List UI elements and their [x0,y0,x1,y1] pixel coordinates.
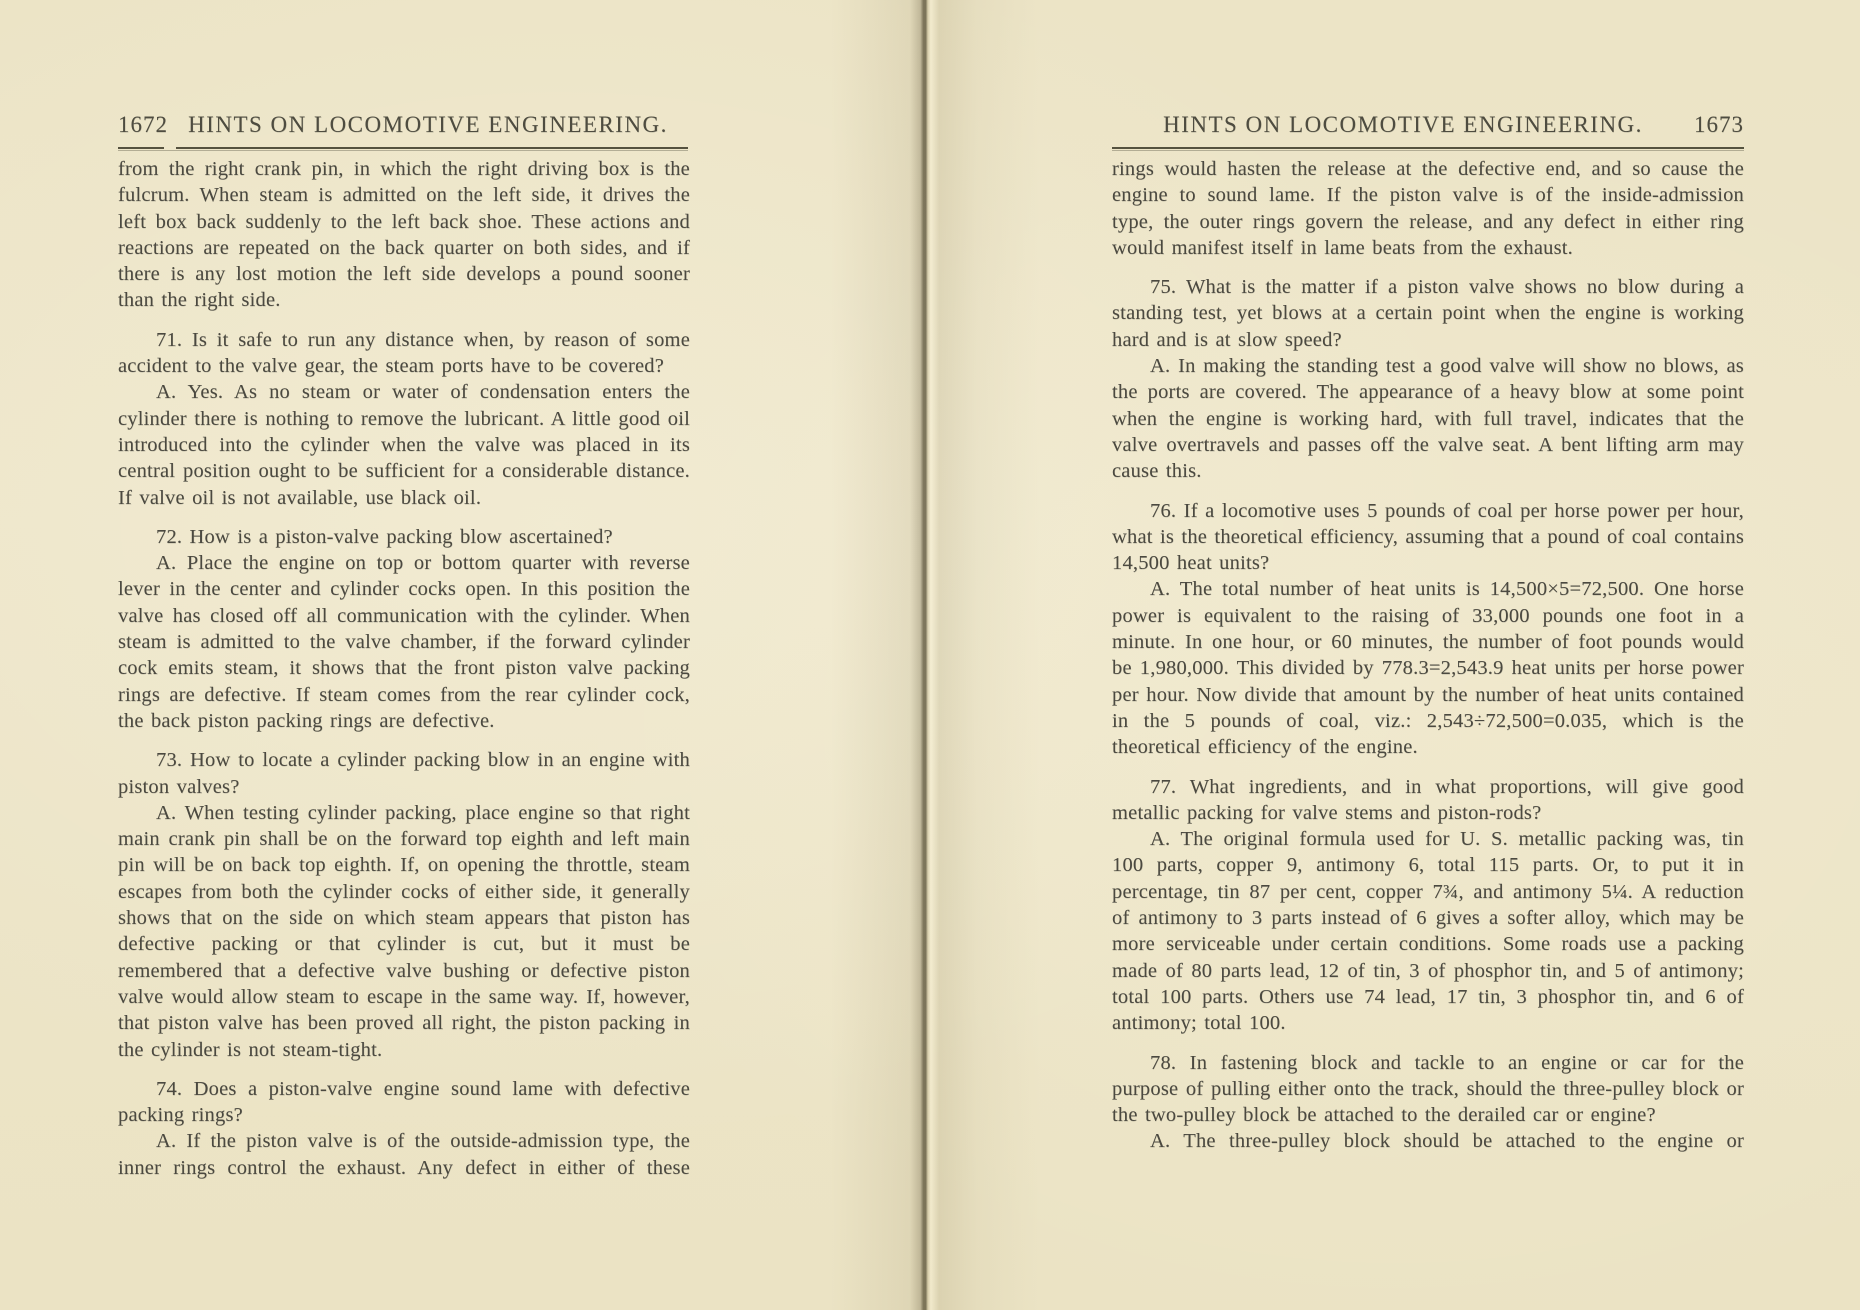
right-header-rule [1112,147,1744,149]
right-page-body [1112,156,1744,1155]
left-header-rule [118,147,688,149]
paragraph: 71. Is it safe to run any distance when, by reason of some accident to the valve gear, the steam ports have to be covered? [118,328,690,378]
right-running-title: HINTS ON LOCOMOTIVE ENGINEERING. [1163,112,1643,137]
left-page-header [118,112,688,142]
paragraph: A. Yes. As no steam or water of condensation enters the cylinder there is nothing to remove the lubricant. A little good oil introduced into the cylinder when the valve was placed in its central position ought to be sufficient for a considerable distance. If valve oil is not available, use black oil. [118,381,690,509]
paragraph: A. When testing cylinder packing, place engine so that right main crank pin shall be on the forward top eighth and left main pin will be on back top eighth. If, on opening the throttle, steam escapes from both the cylinder cocks of either side, it generally shows that on the side on which steam appears that piston has defective packing or that cylinder is cut, but it must be remembered that a defective valve bushing or defective piston valve would allow steam to escape in the same way. If, however, that piston valve has been proved all right, the piston packing in the cylinder is not steam-tight. [118,801,690,1061]
paragraph: 73. How to locate a cylinder packing blow in an engine with piston valves? [118,749,690,798]
paragraph: from the right crank pin, in which the right driving box is the fulcrum. When steam is admitted on the left side, it drives the left box back suddenly to the left back shoe. These actions and reactions are repeated on the back quarter on both sides, and if there is any lost motion the left side develops a pound sooner than the right side. [118,158,690,312]
paragraph: 78. In fastening block and tackle to an engine or car for the purpose of pulling either onto the track, should the three-pulley block or the two-pulley block be attached to the derailed car or engine? [1112,1051,1744,1127]
paragraph: 75. What is the matter if a piston valve shows no blow during a standing test, yet blows at a certain point when the engine is working hard and is at slow speed? [1112,276,1744,351]
paragraph: 76. If a locomotive uses 5 pounds of coal per horse power per hour, what is the theoretical efficiency, assuming that a pound of coal contains 14,500 heat units? [1112,499,1744,575]
paragraph: A. Place the engine on top or bottom quarter with reverse lever in the center and cylinder cocks open. In this position the valve has closed off all communication with the cylinder. When steam is admitted to the valve chamber, if the forward cylinder cock emits steam, it shows that the front piston valve packing rings are defective. If steam comes from the rear cylinder cock, the back piston packing rings are defective. [118,552,690,732]
paragraph: A. The original formula used for U. S. metallic packing was, tin 100 parts, copper 9, antimony 6, total 115 parts. Or, to put it in percentage, tin 87 per cent, copper 7¾, and antimony 5¼. A reduction of antimony to 3 parts instead of 6 gives a softer alloy, which may be more serviceable under certain conditions. Some roads use a packing made of 80 parts lead, 12 of tin, 3 of phosphor tin, and 5 of antimony; total 100 parts. Others use 74 lead, 17 tin, 3 phosphor tin, and 6 of antimony; total 100. [1112,828,1744,1035]
paragraph: rings would hasten the release at the defective end, and so cause the engine to sound lame. If the piston valve is of the inside-admission type, the outer rings govern the release, and any defect in either ring would manifest itself in lame beats from the exhaust. [1112,158,1744,259]
paragraph: 74. Does a piston-valve engine sound lame with defective packing rings? [118,1077,690,1127]
left-page-number: 1672 [118,112,168,137]
paragraph: A. The total number of heat units is 14,500×5=72,500. One horse power is equivalent to the raising of 33,000 pounds one foot in a minute. In one hour, or 60 minutes, the number of foot pounds would be 1,980,000. This divided by 778.3=2,543.9 heat units per horse power per hour. Now divide that amount by the number of heat units contained in the 5 pounds of coal, viz.: 2,543÷72,500=0.035, which is the theoretical efficiency of the engine. [1112,578,1744,759]
paragraph: 77. What ingredients, and in what proportions, will give good metallic packing for valve stems and piston-rods? [1112,775,1744,824]
paragraph: A. The three-pulley block should be attached to the engine or [1150,1130,1744,1153]
book-gutter [830,0,1040,1310]
paragraph: A. In making the standing test a good valve will show no blows, as the ports are covered. The appearance of a heavy blow at some point when the engine is working hard, with full travel, indicates that the valve overtravels and passes off the valve seat. A bent lifting arm may cause this. [1112,355,1744,483]
paragraph: 72. How is a piston-valve packing blow ascertained? [156,525,613,548]
left-running-title: HINTS ON LOCOMOTIVE ENGINEERING. [188,112,668,137]
right-page-number: 1673 [1694,112,1744,137]
right-page-header [1112,112,1744,142]
paragraph: A. If the piston valve is of the outside-admission type, the inner rings control the exhaust. Any defect in either of these [118,1130,690,1179]
left-page-body [118,156,690,1181]
